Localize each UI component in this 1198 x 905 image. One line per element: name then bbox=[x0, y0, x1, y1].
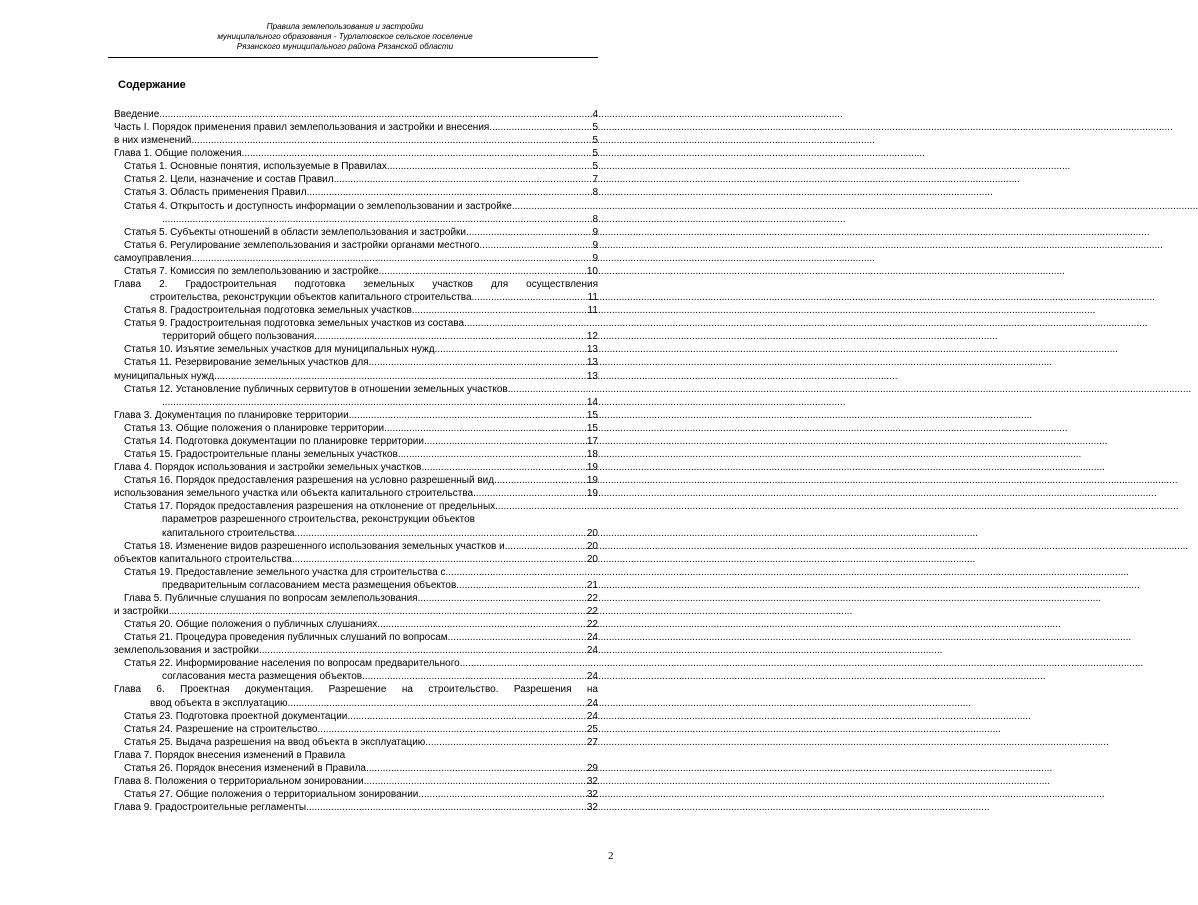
toc-entry-text: Глава 3. Документация по планировке территории bbox=[114, 409, 349, 421]
toc-entry-text: Глава 4. Порядок использования и застройки земельных участков bbox=[114, 462, 422, 474]
toc-entry-page: 10 bbox=[586, 265, 598, 277]
toc-entry bbox=[114, 108, 598, 121]
toc-leader-dots bbox=[162, 396, 586, 409]
toc-leader-dots bbox=[162, 213, 591, 226]
toc-leader-dots bbox=[425, 736, 586, 749]
toc-entry bbox=[114, 710, 598, 723]
toc-entry-page: 19 bbox=[586, 488, 598, 500]
toc-leader-dots bbox=[460, 657, 597, 670]
toc-leader-dots bbox=[362, 670, 586, 683]
toc-entry-text: Статья 9. Градостроительная подготовка земельных участков из состава bbox=[124, 318, 465, 330]
toc-entry-text: муниципальных нужд bbox=[114, 370, 215, 382]
toc-entry-text: Статья 18. Изменение видов разрешенного использования земельных участков и bbox=[124, 540, 505, 552]
toc-entry-text: Статья 5. Субъекты отношений в области землепользования и застройки bbox=[124, 226, 467, 238]
toc-entry-page: 27 bbox=[586, 736, 598, 748]
toc-leader-dots bbox=[349, 409, 586, 422]
toc-entry-text: Статья 26. Порядок внесения изменений в Правила. bbox=[124, 762, 369, 774]
toc-entry bbox=[114, 291, 598, 304]
toc-leader-dots bbox=[367, 775, 586, 788]
toc-entry-text: Статья 20. Общие положения о публичных слушаниях bbox=[124, 619, 378, 631]
toc-entry-text: согласования места размещения объектов bbox=[162, 671, 363, 683]
toc-entry-page: 14 bbox=[586, 396, 598, 408]
toc-entry-text: Статья 22. Информирование населения по вопросам предварительного bbox=[124, 658, 460, 670]
toc-leader-dots bbox=[418, 592, 586, 605]
header-line-3: Рязанского муниципального района Рязанской области bbox=[236, 42, 454, 51]
toc-entry-page: 32 bbox=[586, 802, 598, 814]
toc-entry bbox=[114, 618, 598, 631]
toc-entry-page: 7 bbox=[592, 174, 598, 186]
toc-leader-dots bbox=[317, 723, 585, 736]
toc-leader-dots bbox=[472, 291, 587, 304]
toc-entry bbox=[114, 749, 598, 762]
toc-leader-dots bbox=[448, 631, 586, 644]
toc-leader-dots bbox=[421, 461, 585, 474]
toc-leader-dots bbox=[473, 487, 586, 500]
toc-entry-text: Статья 11. Резервирование земельных участков для bbox=[124, 357, 369, 369]
toc-leader-dots bbox=[495, 500, 597, 513]
toc-leader-dots bbox=[169, 605, 586, 618]
toc-entry bbox=[114, 657, 598, 670]
toc-entry bbox=[114, 409, 598, 422]
toc-entry-page: 24 bbox=[586, 645, 598, 657]
toc-entry-page: 9 bbox=[592, 239, 598, 251]
toc-entry bbox=[114, 343, 598, 356]
toc-entry-page: 25 bbox=[586, 723, 598, 735]
toc-entry bbox=[114, 474, 598, 487]
toc-entry bbox=[114, 631, 598, 644]
toc-entry-page: 19 bbox=[586, 462, 598, 474]
toc-entry bbox=[114, 239, 598, 252]
toc-leader-dots bbox=[384, 422, 586, 435]
toc-leader-dots bbox=[421, 788, 586, 801]
toc-entry-text: Глава 7. Порядок внесения изменений в Правила bbox=[114, 749, 346, 761]
toc-entry-page: 9 bbox=[592, 252, 598, 264]
toc-leader-dots bbox=[377, 618, 586, 631]
toc-entry-text: использования земельного участка или объекта капитального строительства bbox=[114, 488, 474, 500]
toc-leader-dots bbox=[369, 356, 586, 369]
toc-entry bbox=[114, 775, 598, 788]
toc-entry-text: Статья 24. Разрешение на строительство bbox=[124, 723, 318, 735]
toc-entry bbox=[114, 134, 598, 147]
toc-leader-dots bbox=[466, 226, 591, 239]
toc-entry-text: Статья 7. Комиссия по землепользованию и застройке. bbox=[124, 265, 382, 277]
toc-entry-text: Статья 2. Цели, назначение и состав Правил. bbox=[124, 174, 337, 186]
toc-entry-text: в них изменений bbox=[114, 135, 192, 147]
toc-entry-page: 20 bbox=[586, 527, 598, 539]
toc-leader-dots bbox=[314, 330, 586, 343]
toc-entry bbox=[114, 762, 598, 775]
toc-leader-dots bbox=[336, 173, 591, 186]
toc-entry-text: Статья 6. Регулирование землепользования и застройки органами местного bbox=[124, 239, 480, 251]
header-line-1: Правила землепользования и застройки bbox=[266, 22, 424, 31]
toc-entry-text: капитального строительства bbox=[162, 527, 295, 539]
toc-entry-text: Глава 1. Общие положения bbox=[114, 148, 242, 160]
toc-leader-dots bbox=[294, 527, 585, 540]
toc-entry bbox=[114, 422, 598, 435]
toc-leader-dots bbox=[508, 383, 597, 396]
toc-entry-page: 22 bbox=[586, 605, 598, 617]
toc-leader-dots bbox=[515, 200, 597, 213]
toc-entry-text: Статья 21. Процедура проведения публичных слушаний по вопросам bbox=[124, 632, 448, 644]
toc-entry bbox=[114, 579, 598, 592]
toc-entry bbox=[114, 723, 598, 736]
toc-leader-dots bbox=[288, 697, 586, 710]
toc-entry-text: предварительным согласованием места размещения объектов bbox=[162, 579, 457, 591]
toc-entry-text: территорий общего пользования bbox=[162, 331, 315, 343]
toc-entry-text: землепользования и застройки bbox=[114, 645, 259, 657]
toc-entry-text: Введение bbox=[114, 109, 160, 120]
toc-entry-text: Статья 14. Подготовка документации по планировке территории bbox=[124, 435, 424, 447]
toc-entry bbox=[114, 592, 598, 605]
toc-entry bbox=[114, 356, 598, 369]
toc-leader-dots bbox=[347, 710, 585, 723]
toc-leader-dots bbox=[494, 474, 586, 487]
toc-entry bbox=[114, 383, 598, 396]
toc-entry bbox=[114, 461, 598, 474]
toc-entry bbox=[114, 644, 598, 657]
toc-entry-page: 15 bbox=[586, 422, 598, 434]
toc-entry-page: 22 bbox=[586, 592, 598, 604]
toc-leader-dots bbox=[456, 579, 586, 592]
toc-entry-text: Статья 8. Градостроительная подготовка земельных участков bbox=[124, 305, 412, 317]
toc-entry bbox=[114, 173, 598, 186]
toc-entry-page: 24 bbox=[586, 632, 598, 644]
toc-leader-dots bbox=[191, 252, 591, 265]
toc-entry-page: 11 bbox=[587, 292, 598, 304]
toc-entry-text: Глава 5. Публичные слушания по вопросам землепользования bbox=[124, 592, 418, 604]
toc-entry bbox=[114, 736, 598, 749]
toc-entry-text: Глава 2. Градостроительная подготовка земельных участков для осуществления bbox=[114, 279, 598, 291]
toc-leader-dots bbox=[292, 553, 586, 566]
toc-entry-page: 8 bbox=[592, 213, 598, 225]
toc-leader-dots bbox=[464, 317, 597, 330]
toc-entry-page: 11 bbox=[587, 305, 598, 317]
toc-entry-page: 4 bbox=[592, 109, 598, 120]
toc-entry-text: Глава 9. Градостроительные регламенты bbox=[114, 802, 307, 814]
toc-entry-page: 29 bbox=[586, 762, 598, 774]
toc-leader-dots bbox=[381, 265, 585, 278]
header-line-2: муниципального образования - Турлатовское сельское поселение bbox=[217, 32, 473, 41]
toc-entry-text: и застройки bbox=[114, 605, 169, 617]
toc-entry bbox=[114, 121, 598, 134]
toc-leader-dots bbox=[369, 762, 586, 775]
toc-entry-page: 24 bbox=[586, 671, 598, 683]
toc-leader-dots bbox=[398, 448, 586, 461]
toc-entry-page: 13 bbox=[586, 357, 598, 369]
toc-entry bbox=[114, 396, 598, 409]
toc-entry-text: Статья 1. Основные понятия, используемые в Правилах bbox=[124, 161, 387, 173]
toc-title: Содержание bbox=[118, 79, 186, 91]
toc-entry-text: объектов капитального строительства bbox=[114, 553, 292, 565]
toc-entry-text: Статья 16. Порядок предоставления разрешения на условно разрешенный вид bbox=[124, 475, 495, 487]
toc-leader-dots bbox=[387, 160, 592, 173]
toc-entry-page: 13 bbox=[586, 344, 598, 356]
toc-entry-text: Статья 4. Открытость и доступность информации о землепользовании и застройке. bbox=[124, 200, 515, 212]
toc-leader-dots bbox=[159, 108, 591, 121]
toc-leader-dots bbox=[489, 121, 591, 134]
toc-entry-page: 15 bbox=[586, 409, 598, 421]
toc-entry-text: Статья 3. Область применения Правил. bbox=[124, 187, 310, 199]
toc-entry-text: Статья 19. Предоставление земельного участка для строительства с bbox=[124, 566, 446, 578]
toc-leader-dots bbox=[191, 134, 591, 147]
toc-entry-page: 8 bbox=[592, 187, 598, 199]
toc-leader-dots bbox=[505, 540, 586, 553]
toc-entry-page: 17 bbox=[586, 435, 598, 447]
toc-entry-text: Глава 6. Проектная документация. Разрешение на строительство. Разрешения на bbox=[114, 684, 598, 696]
toc-entry bbox=[114, 160, 598, 173]
toc-entry-text: ввод объекта в эксплуатацию bbox=[150, 697, 288, 709]
toc-entry-page: 32 bbox=[586, 789, 598, 801]
toc-entry bbox=[114, 566, 598, 579]
toc-entry-page: 5 bbox=[592, 135, 598, 147]
toc-entry bbox=[114, 448, 598, 461]
toc-entry-page: 22 bbox=[586, 619, 598, 631]
toc-leader-dots bbox=[479, 239, 591, 252]
toc-entry bbox=[114, 278, 598, 291]
toc-entry-text: Статья 12. Установление публичных сервитутов в отношении земельных участков bbox=[124, 383, 508, 395]
toc-entry-page: 24 bbox=[586, 697, 598, 709]
toc-entry-text: строительства, реконструкции объектов капитального строительства bbox=[150, 292, 472, 304]
toc-entry-text: Статья 15. Градостроительные планы земельных участков bbox=[124, 449, 398, 461]
toc-entry bbox=[114, 670, 598, 683]
toc-entry-page: 5 bbox=[592, 148, 598, 160]
toc-leader-dots bbox=[424, 435, 586, 448]
toc-entry bbox=[114, 513, 598, 526]
toc-entry bbox=[114, 605, 598, 618]
toc-entry bbox=[114, 540, 598, 553]
toc-leader-dots bbox=[445, 566, 597, 579]
toc-leader-dots bbox=[435, 343, 586, 356]
toc-entry-text: Статья 25. Выдача разрешения на ввод объекта в эксплуатацию bbox=[124, 736, 426, 748]
toc-entry bbox=[114, 527, 598, 540]
toc-entry-text: Статья 10. Изъятие земельных участков для муниципальных нужд bbox=[124, 344, 435, 356]
toc-entry bbox=[114, 697, 598, 710]
toc-entry-page: 20 bbox=[586, 540, 598, 552]
toc-leader-dots bbox=[242, 147, 592, 160]
toc-entry bbox=[114, 500, 598, 513]
toc-entry-text: Статья 27. Общие положения о территориальном зонировании. bbox=[124, 789, 422, 801]
toc-entry bbox=[114, 147, 598, 160]
toc-entry-text: Глава 8. Положения о территориальном зонировании. bbox=[114, 775, 367, 787]
toc-entry-page: 13 bbox=[586, 370, 598, 382]
header-divider bbox=[108, 57, 598, 58]
toc-entry bbox=[114, 553, 598, 566]
toc-entry-page: 21 bbox=[586, 579, 598, 591]
toc-leader-dots bbox=[259, 644, 586, 657]
toc-entry bbox=[114, 788, 598, 801]
toc-entry bbox=[114, 200, 598, 213]
toc-entry bbox=[114, 186, 598, 199]
running-header bbox=[110, 22, 580, 52]
page-number: 2 bbox=[608, 850, 614, 862]
toc-entry bbox=[114, 304, 598, 317]
toc-leader-dots bbox=[412, 304, 587, 317]
toc-leader-dots bbox=[309, 186, 591, 199]
toc-entry-text: самоуправления bbox=[114, 252, 192, 264]
toc-entry-page: 5 bbox=[592, 122, 598, 134]
toc-entry bbox=[114, 370, 598, 383]
toc-entry bbox=[114, 265, 598, 278]
toc-entry bbox=[114, 317, 598, 330]
toc-entry bbox=[114, 330, 598, 343]
toc-entry bbox=[114, 801, 598, 814]
toc-entry-page: 19 bbox=[586, 475, 598, 487]
toc-entry bbox=[114, 435, 598, 448]
toc-entry-text: Статья 13. Общие положения о планировке территории bbox=[124, 422, 385, 434]
toc-entry-text: Статья 17. Порядок предоставления разрешения на отклонение от предельных bbox=[124, 501, 496, 513]
toc-entry-page: 24 bbox=[586, 710, 598, 722]
toc-entry-page: 32 bbox=[586, 775, 598, 787]
toc-entry bbox=[114, 226, 598, 239]
toc-entry bbox=[114, 213, 598, 226]
toc-entry bbox=[114, 487, 598, 500]
table-of-contents bbox=[114, 108, 598, 814]
toc-leader-dots bbox=[214, 370, 586, 383]
toc-entry-page: 5 bbox=[592, 161, 598, 173]
toc-entry-page: 20 bbox=[586, 553, 598, 565]
toc-entry-text: Часть I. Порядок применения правил землепользования и застройки и внесения bbox=[114, 122, 490, 134]
toc-entry-page: 12 bbox=[586, 331, 598, 343]
toc-entry bbox=[114, 683, 598, 696]
toc-entry-text: параметров разрешенного строительства, реконструкции объектов bbox=[162, 514, 475, 526]
toc-entry-page: 9 bbox=[592, 226, 598, 238]
toc-entry bbox=[114, 252, 598, 265]
toc-entry-text: Статья 23. Подготовка проектной документации bbox=[124, 710, 348, 722]
toc-leader-dots bbox=[306, 801, 586, 814]
toc-entry-page: 18 bbox=[586, 449, 598, 461]
